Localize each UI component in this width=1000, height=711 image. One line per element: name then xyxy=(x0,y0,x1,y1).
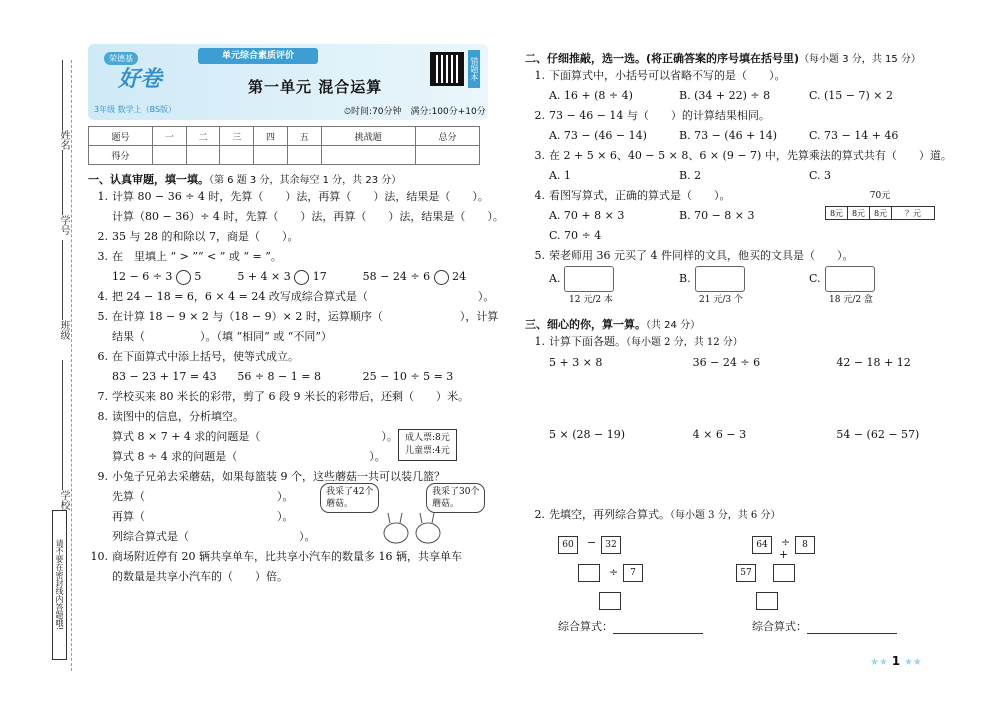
section-note: （每小题 3 分，共 15 分） xyxy=(799,54,921,65)
id-label: 学号 xyxy=(58,215,69,235)
publisher: 荣德基 xyxy=(104,52,138,65)
option-b[interactable]: B. 73 − (46 + 14) xyxy=(679,129,778,142)
star-decoration: ★★ xyxy=(870,657,888,668)
tree-blank[interactable] xyxy=(599,592,621,610)
score-header: 四 xyxy=(254,127,288,146)
option-c[interactable]: C. 73 − 14 + 46 xyxy=(809,129,899,142)
question-text: 商场附近停有 20 辆共享单车，比共享小汽车的数量多 16 辆，共享单车 xyxy=(112,550,462,563)
option-b[interactable]: B. 70 − 8 × 3 xyxy=(679,209,755,222)
question-3: 3. 在 里填上 “ > ”“ < ” 或 “ = ”。 xyxy=(97,250,282,263)
tree-number: 7 xyxy=(623,564,643,582)
question-text: 下面算式中，小括号可以省略不写的是（ ）。 xyxy=(549,69,786,82)
section-heading: 三、细心的你，算一算。 xyxy=(525,318,646,331)
time-info xyxy=(344,104,486,117)
compare-circle[interactable] xyxy=(176,270,191,285)
question-9a: 先算（ ）。 xyxy=(112,490,294,503)
expr: 24 xyxy=(452,270,467,283)
option-a[interactable]: A. 1 xyxy=(549,169,571,182)
question-text: 荣老师用 36 元买了 4 件同样的文具，他买的文具是（ ）。 xyxy=(549,249,854,262)
question-9: 9. 小兔子兄弟去采蘑菇，如果每篮装 9 个，这些蘑菇一共可以装几篮？ xyxy=(97,470,445,483)
calc-expression[interactable]: 54 − (62 − 57) xyxy=(836,428,920,441)
option-c[interactable]: C. 3 xyxy=(809,169,832,182)
page-footer xyxy=(870,654,922,668)
option-letter: A. xyxy=(549,272,561,285)
ticket-price-box xyxy=(398,429,457,461)
mc-question-4: 4. 看图写算式，正确的算式是（ ）。 70元 8元 8元 8元 ？元 xyxy=(525,186,980,206)
score-header: 挑战题 xyxy=(321,127,415,146)
question-text: 在 里填上 “ > ”“ < ” 或 “ = ”。 xyxy=(112,250,282,263)
question-text: 把 24 − 18 = 6，6 × 4 = 24 改写成综合算式是（ ）。 xyxy=(112,290,495,303)
question-text: 73 − 46 − 14 与（ ）的计算结果相同。 xyxy=(549,109,770,122)
bar-cell: 8元 xyxy=(870,207,892,219)
equation[interactable]: 25 − 10 ÷ 5 = 3 xyxy=(362,370,454,383)
binding-margin xyxy=(0,0,80,711)
score-cell[interactable] xyxy=(321,146,415,165)
bar-cell: 8元 xyxy=(826,207,848,219)
adult-ticket: 成人票:8元 xyxy=(405,433,450,443)
score-cell[interactable] xyxy=(415,146,479,165)
star-decoration: ★★ xyxy=(903,657,922,668)
right-column xyxy=(525,44,980,636)
tree-operator: + xyxy=(779,548,789,561)
calc-expression[interactable]: 42 − 18 + 12 xyxy=(836,356,911,369)
question-5a: 5. 在计算 18 − 9 × 2 与（18 − 9）× 2 时，运算顺序（ ），计算 xyxy=(97,310,499,323)
question-7: 7. 学校买来 80 米长的彩带，剪了 6 段 9 米长的彩带后，还剩（ ）米。 xyxy=(97,390,469,403)
question-9b: 再算（ ）。 xyxy=(112,510,294,523)
answer-blank[interactable] xyxy=(613,622,703,634)
bubble-text: 蘑菇。 xyxy=(432,499,460,509)
calc-row-1 xyxy=(525,353,980,425)
score-header: 五 xyxy=(287,127,321,146)
option-a[interactable]: A. 70 + 8 × 3 xyxy=(549,209,625,222)
option-a[interactable]: A. 73 − (46 − 14) xyxy=(549,129,647,142)
mc-question-2: 2. 73 − 46 − 14 与（ ）的计算结果相同。 xyxy=(534,109,770,122)
question-9c: 列综合算式是（ ）。 xyxy=(112,530,316,543)
option-c[interactable] xyxy=(809,266,939,310)
school-label: 学校 xyxy=(58,490,69,510)
score-row-label: 得分 xyxy=(89,146,153,165)
answer-label: 综合算式： xyxy=(558,620,613,633)
expr: 5 + 4 × 3 xyxy=(237,270,291,283)
expr: 5 xyxy=(194,270,202,283)
compare-item xyxy=(363,267,488,287)
class-label: 班级 xyxy=(58,320,69,340)
question-8a: 算式 8 × 7 + 4 求的问题是（ ）。 xyxy=(112,430,398,443)
score-header-row xyxy=(89,127,480,146)
page-title: 第一单元 混合运算 xyxy=(248,78,383,96)
bar-cell: 8元 xyxy=(848,207,870,219)
score-row xyxy=(89,146,480,165)
question-text: 计算 80 − 36 ÷ 4 时，先算（ ）法，再算（ ）法，结果是（ ）。 xyxy=(112,190,489,203)
option-b[interactable] xyxy=(679,266,809,310)
score-header: 三 xyxy=(220,127,254,146)
score-header: 一 xyxy=(153,127,187,146)
question-text: 计算下面各题。 xyxy=(549,335,626,348)
question-10b: 的数量是共享小汽车的（ ）倍。 xyxy=(112,570,288,583)
page-number: 1 xyxy=(891,654,901,668)
name-label: 姓名 xyxy=(58,130,69,150)
question-text: 在 2 + 5 × 6、40 − 5 × 8、6 × (9 − 7) 中，先算乘法的算式共有（ ）道。 xyxy=(549,149,952,162)
score-table xyxy=(88,126,480,165)
question-9-body xyxy=(88,487,488,547)
compare-circle[interactable] xyxy=(434,270,449,285)
section-note: （共 24 分） xyxy=(646,320,701,331)
name-field[interactable] xyxy=(62,60,63,130)
section-heading: 二、仔细推敲，选一选。(将正确答案的序号填在括号里) xyxy=(525,52,800,65)
tree-number: 32 xyxy=(601,536,621,554)
full-score: 满分:100分+10分 xyxy=(410,107,486,117)
question-text: 小兔子兄弟去采蘑菇，如果每篮装 9 个，这些蘑菇一共可以装几篮？ xyxy=(112,470,445,483)
compare-item xyxy=(237,267,362,287)
bar-cells xyxy=(825,206,935,220)
calc-expression[interactable]: 4 × 6 − 3 xyxy=(692,428,747,441)
expr: 12 − 6 ÷ 3 xyxy=(112,270,173,283)
assessment-banner: 单元综合素质评价 xyxy=(198,48,318,64)
question-text: 先填空，再列综合算式。 xyxy=(549,508,670,521)
section-heading: 一、认真审题，填一填。 xyxy=(88,173,209,186)
mc-options-5 xyxy=(525,266,980,310)
tree-number: 64 xyxy=(752,536,772,554)
expr: 58 − 24 ÷ 6 xyxy=(362,270,431,283)
bubble-text: 我采了42个 xyxy=(326,487,374,497)
section-note: （第 6 题 3 分，其余每空 1 分，共 23 分） xyxy=(209,175,402,186)
seal-line xyxy=(71,60,72,671)
answer-label: 综合算式： xyxy=(752,620,807,633)
id-field[interactable] xyxy=(62,150,63,215)
score-header: 题号 xyxy=(89,127,153,146)
rabbits-illustration xyxy=(378,511,448,545)
option-letter: C. xyxy=(809,272,821,285)
logo-text: 好卷 xyxy=(118,67,163,92)
money-bar-diagram xyxy=(825,186,935,220)
score-header: 总分 xyxy=(415,127,479,146)
question-note: （每小题 2 分，共 12 分） xyxy=(626,337,743,348)
bubble-text: 我采了30个 xyxy=(432,487,480,497)
qr-label: 错题本 xyxy=(468,50,480,88)
question-note: （每小题 3 分，共 6 分） xyxy=(670,510,781,521)
calc-question-1: 1. 计算下面各题。（每小题 2 分，共 12 分） xyxy=(534,335,743,348)
option-b[interactable]: B. 2 xyxy=(679,169,702,182)
school-field[interactable] xyxy=(62,360,63,490)
tree-number: 57 xyxy=(736,564,756,582)
option-letter: B. xyxy=(679,272,691,285)
option-c[interactable]: C. (15 − 7) × 2 xyxy=(809,89,894,102)
seal-warning: 请不要在密封线内答题哦! xyxy=(52,510,67,660)
option-b[interactable]: B. (34 + 22) ÷ 8 xyxy=(679,89,771,102)
question-1a: 1. 计算 80 − 36 ÷ 4 时，先算（ ）法，再算（ ）法，结果是（ ）。 xyxy=(97,190,489,203)
rabbit-speech-1 xyxy=(320,483,379,513)
price-label: 12 元/2 本 xyxy=(569,295,613,305)
tree-number: 8 xyxy=(795,536,815,554)
qr-code-icon[interactable] xyxy=(430,52,464,86)
mc-options-3 xyxy=(525,166,980,186)
brand-logo xyxy=(94,50,194,114)
compare-item xyxy=(112,267,237,287)
question-1b: 计算（80 − 36）÷ 4 时，先算（ ）法，再算（ ）法，结果是（ ）。 xyxy=(112,210,504,223)
clock-icon: ⏲ xyxy=(344,107,352,117)
question-text: 在计算 18 − 9 × 2 与（18 − 9）× 2 时，运算顺序（ ），计算 xyxy=(112,310,499,323)
equation[interactable]: 56 ÷ 8 − 1 = 8 xyxy=(237,370,321,383)
section1-title xyxy=(88,171,488,187)
calc-expression[interactable]: 5 × (28 − 19) xyxy=(549,428,625,441)
class-field[interactable] xyxy=(62,240,63,320)
tree-number: 60 xyxy=(558,536,578,554)
answer-line-1 xyxy=(558,618,703,634)
question-8b: 算式 8 ÷ 4 求的问题是（ ）。 xyxy=(112,450,386,463)
mc-question-5: 5. 荣老师用 36 元买了 4 件同样的文具，他买的文具是（ ）。 xyxy=(534,249,854,262)
price-label: 18 元/2 盒 xyxy=(829,295,873,305)
left-column xyxy=(88,44,504,587)
question-text: 学校买来 80 米长的彩带，剪了 6 段 9 米长的彩带后，还剩（ ）米。 xyxy=(112,390,469,403)
tree-blank[interactable] xyxy=(578,564,600,582)
tree-operator: ÷ xyxy=(609,566,619,579)
time-limit: 时间:70分钟 xyxy=(351,107,402,117)
question-4: 4. 把 24 − 18 = 6，6 × 4 = 24 改写成综合算式是（ ）。 xyxy=(97,290,495,303)
score-cell[interactable] xyxy=(186,146,220,165)
calc-question-2: 2. 先填空，再列综合算式。（每小题 3 分，共 6 分） xyxy=(534,508,781,521)
tree-operator: ÷ xyxy=(781,536,791,549)
calc-expression[interactable]: 36 − 24 ÷ 6 xyxy=(692,356,761,369)
score-cell[interactable] xyxy=(287,146,321,165)
question-text: 读图中的信息，分析填空。 xyxy=(112,410,244,423)
notebook-icon xyxy=(564,266,614,292)
calc-row-2 xyxy=(525,425,980,505)
compare-circle[interactable] xyxy=(294,270,309,285)
bar-total: 70元 xyxy=(869,191,891,201)
calc-expression[interactable]: 5 + 3 × 8 xyxy=(549,356,603,369)
mc-options-4c xyxy=(525,226,980,246)
score-cell[interactable] xyxy=(254,146,288,165)
child-ticket: 儿童票:4元 xyxy=(405,446,450,456)
question-5b: 结果（ ）。（填 “相同” 或 “不同”） xyxy=(112,330,332,343)
section2-title xyxy=(525,50,980,66)
bracket-row xyxy=(88,367,488,387)
option-a[interactable] xyxy=(549,266,679,310)
tree-diagrams xyxy=(525,526,980,636)
grade-label: 3年级 数学上（BS版） xyxy=(94,105,177,114)
compare-row xyxy=(88,267,488,287)
score-cell[interactable] xyxy=(153,146,187,165)
option-a[interactable]: A. 16 + (8 ÷ 4) xyxy=(549,89,633,102)
tree-blank[interactable] xyxy=(756,592,778,610)
expr: 17 xyxy=(312,270,327,283)
question-text: 35 与 28 的和除以 7，商是（ ）。 xyxy=(112,230,299,243)
question-8: 8. 读图中的信息，分析填空。 成人票:8元 儿童票:4元 xyxy=(88,407,488,427)
mc-options-2 xyxy=(525,126,980,146)
rabbit-speech-2 xyxy=(426,483,485,513)
score-header: 二 xyxy=(186,127,220,146)
header-banner xyxy=(88,44,488,120)
crayon-box-icon xyxy=(825,266,875,292)
answer-blank[interactable] xyxy=(807,622,897,634)
question-text: 在下面算式中添上括号，使等式成立。 xyxy=(112,350,299,363)
price-label: 21 元/3 个 xyxy=(699,295,743,305)
option-c[interactable]: C. 70 ÷ 4 xyxy=(549,229,602,242)
tree-operator: − xyxy=(587,536,597,549)
answer-line-2 xyxy=(752,618,897,634)
question-2: 2. 35 与 28 的和除以 7，商是（ ）。 xyxy=(97,230,299,243)
mc-options-1 xyxy=(525,86,980,106)
score-cell[interactable] xyxy=(220,146,254,165)
equation[interactable]: 83 − 23 + 17 = 43 xyxy=(112,370,217,383)
bar-cell: ？元 xyxy=(905,209,921,218)
question-text: 看图写算式，正确的算式是（ ）。 xyxy=(549,189,731,202)
pencil-case-icon xyxy=(695,266,745,292)
tree-blank[interactable] xyxy=(773,564,795,582)
question-6: 6. 在下面算式中添上括号，使等式成立。 xyxy=(97,350,299,363)
mc-question-1: 1. 下面算式中，小括号可以省略不写的是（ ）。 xyxy=(534,69,786,82)
bubble-text: 蘑菇。 xyxy=(326,499,354,509)
question-10a: 10. 商场附近停有 20 辆共享单车，比共享小汽车的数量多 16 辆，共享单车 xyxy=(90,550,462,563)
mc-question-3: 3. 在 2 + 5 × 6、40 − 5 × 8、6 × (9 − 7) 中，先算乘法的算式共有（ ）道。 xyxy=(534,149,952,162)
section3-title xyxy=(525,316,980,332)
